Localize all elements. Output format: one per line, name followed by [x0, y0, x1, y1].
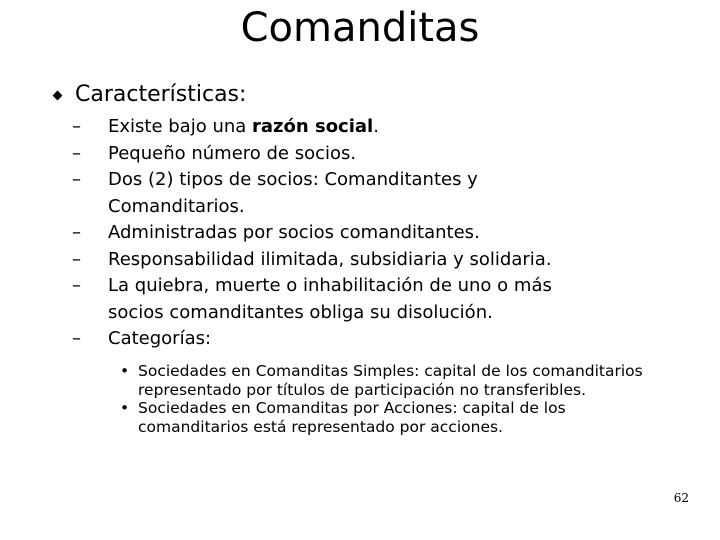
dash-bullet: – [72, 222, 81, 243]
list-item-text-suffix: . [373, 116, 379, 137]
sub-list-item-text: Sociedades en Comanditas Simples: capital de los comanditarios representado por títulos de participación no transferibles. [138, 362, 643, 399]
list-item-text: Administradas por socios comanditantes. [108, 222, 480, 243]
list-item-text: Dos (2) tipos de socios: Comanditantes y Comanditarios. [108, 169, 478, 217]
dash-bullet: – [72, 116, 81, 137]
page-number: 62 [673, 491, 689, 505]
list-item [72, 141, 632, 168]
list-item [72, 114, 632, 141]
slide-title: Comanditas [240, 5, 480, 51]
characteristics-list [72, 114, 632, 353]
dash-bullet: – [72, 169, 81, 190]
dash-bullet: – [72, 142, 81, 164]
list-item-text: Responsabilidad ilimitada, subsidiaria y solidaria. [108, 248, 552, 270]
list-item-text: Pequeño número de socios. [108, 142, 357, 164]
characteristics-heading-row [52, 82, 246, 108]
list-item [72, 247, 632, 274]
list-item-text: Categorías: [108, 328, 212, 349]
sub-list-item-text: Sociedades en Comanditas por Acciones: capital de los comanditarios está representado por acciones. [138, 399, 566, 436]
list-item [72, 167, 632, 220]
list-item [72, 220, 632, 247]
categories-list [120, 362, 660, 436]
dash-bullet: – [72, 248, 81, 270]
sub-list-item [120, 362, 660, 399]
list-item-text-prefix: Existe bajo una [108, 116, 253, 137]
characteristics-heading: Características: [75, 82, 247, 107]
dot-bullet: • [120, 399, 130, 417]
dot-bullet: • [120, 362, 130, 380]
list-item-text: La quiebra, muerte o inhabilitación de uno o más socios comanditantes obliga su disolución. [108, 275, 552, 323]
dash-bullet: – [72, 275, 81, 296]
list-item-text-bold: razón social [252, 116, 374, 137]
diamond-bullet-icon [53, 90, 63, 100]
dash-bullet: – [72, 328, 81, 349]
sub-list-item [120, 399, 660, 436]
list-item-text [108, 114, 628, 141]
list-item [72, 273, 632, 326]
list-item [72, 326, 632, 353]
